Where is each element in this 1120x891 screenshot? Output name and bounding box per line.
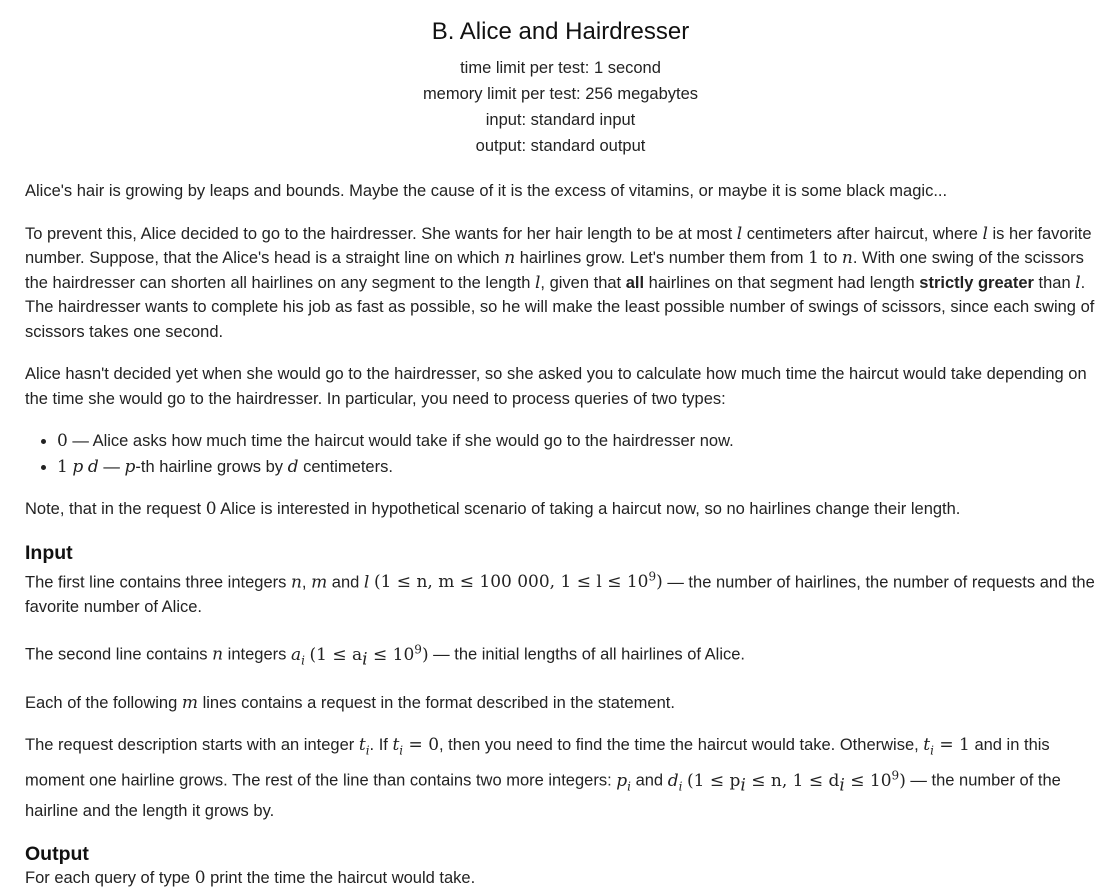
math-p: p	[124, 457, 136, 477]
problem-title: B. Alice and Hairdresser	[431, 18, 690, 45]
math-n: n	[841, 248, 853, 268]
math-m: m	[181, 692, 198, 713]
text: — the number of the hairline and the length it grows by.	[25, 771, 1061, 820]
math-exponent: 9	[648, 569, 657, 584]
math-subscript-i: i	[301, 653, 305, 668]
math-n: n	[290, 572, 302, 593]
math-one: 1	[808, 248, 819, 268]
math-a-i	[290, 644, 305, 668]
text: and	[327, 573, 364, 592]
text: Alice is interested in hypothetical scenario of taking a haircut now, so no hairlines change their length.	[216, 500, 961, 518]
text: . If	[369, 736, 393, 755]
list-item	[57, 454, 1096, 480]
text: and	[631, 771, 668, 790]
query-types-list	[25, 428, 1096, 480]
problem-header	[25, 0, 1096, 159]
math-d: d	[667, 770, 679, 791]
math-zero: 0	[57, 431, 68, 451]
math-n: n	[504, 248, 516, 268]
output-heading: Output	[25, 843, 89, 866]
input-file: input: standard input	[485, 111, 636, 129]
text: —	[98, 458, 125, 476]
math-p: p	[72, 457, 84, 477]
memory-limit: memory limit per test: 256 megabytes	[422, 85, 699, 103]
math-a: a	[290, 644, 302, 665]
input-section	[25, 541, 1096, 824]
input-line-4	[25, 733, 1096, 823]
math-subscript-i: i	[678, 779, 683, 794]
math-bound	[309, 642, 429, 670]
text: — the initial lengths of all hairlines of Alice.	[428, 645, 745, 664]
math-d: d	[287, 457, 299, 477]
math-t-i	[392, 735, 404, 758]
list-item	[57, 428, 1096, 454]
text: — Alice asks how much time the haircut would take if she would go to the hairdresser now.	[67, 432, 734, 450]
math-subscript-i: i	[740, 775, 746, 796]
text: . With one swing of the scissors the hairdresser can shorten all hairlines on any segment to the length	[25, 249, 1084, 292]
math-bound-text: ≤ n, 1 ≤ d	[745, 770, 840, 791]
math-bound-close: )	[899, 770, 906, 791]
input-heading: Input	[25, 541, 73, 564]
math-l: l	[736, 223, 743, 244]
math-one: 1	[57, 457, 68, 477]
problem-limits	[25, 55, 1096, 159]
math-bound-text: ≤ 10	[367, 644, 415, 665]
math-d-i	[667, 770, 683, 794]
input-line-3	[25, 691, 1096, 716]
text: centimeters after haircut, where	[742, 224, 983, 243]
statement-paragraph-1: Alice's hair is growing by leaps and bounds. Maybe the cause of it is the excess of vitamins, or maybe it is some black magic...	[25, 182, 948, 200]
math-subscript-i: i	[627, 779, 631, 794]
text: For each query of type	[25, 869, 195, 888]
input-line-2	[25, 637, 1096, 673]
text: ,	[301, 573, 312, 592]
input-line-1	[25, 565, 1096, 620]
math-bound-text: (1 ≤ p	[687, 770, 741, 791]
math-equals-zero: = 0	[403, 735, 440, 756]
math-d: d	[87, 457, 99, 477]
math-p-i	[616, 770, 631, 794]
math-bound-close: )	[656, 572, 663, 593]
statement-paragraph-2	[25, 222, 1096, 345]
text: The request description starts with an integer	[25, 736, 359, 755]
math-equals-one: = 1	[933, 735, 970, 756]
math-subscript-i: i	[930, 743, 934, 758]
math-l: l	[363, 572, 370, 593]
time-limit: time limit per test: 1 second	[460, 59, 661, 77]
text: . The hairdresser wants to complete his job as fast as possible, so he will make the least possible number of swings of scissors, since each swing of scissors takes one second.	[25, 273, 1095, 341]
math-zero: 0	[205, 499, 217, 519]
math-n: n	[212, 644, 224, 665]
math-l: l	[534, 272, 541, 293]
math-exponent: 9	[414, 642, 422, 657]
math-subscript-i: i	[362, 649, 368, 670]
math-t: t	[358, 735, 366, 756]
math-m: m	[311, 572, 328, 593]
math-bound-close: )	[421, 644, 429, 665]
text: lines contains a request in the format described in the statement.	[197, 693, 675, 712]
text: , then you need to find the time the haircut would take. Otherwise,	[439, 736, 924, 755]
math-t: t	[392, 735, 400, 756]
math-t-i	[923, 735, 934, 758]
math-l: l	[982, 223, 988, 244]
text: , given that	[540, 273, 626, 292]
output-section	[25, 842, 1096, 891]
text: integers	[223, 645, 291, 664]
math-bound	[373, 569, 663, 593]
text: Note, that in the request	[25, 500, 206, 518]
math-t-i	[358, 735, 370, 758]
text: hairlines grow. Let's number them from	[515, 249, 809, 267]
math-bound-text: ≤ 10	[844, 770, 892, 791]
math-bound-text: (1 ≤ n, m ≤ 100 000, 1 ≤ l ≤ 10	[373, 572, 649, 593]
statement-note	[25, 497, 1096, 522]
text: Each of the following	[25, 693, 182, 712]
text: — the number of hairlines, the number of requests and the favorite number of Alice.	[25, 573, 1095, 616]
math-l: l	[1075, 272, 1081, 293]
text: and in this moment one hairline grows. The rest of the line than contains two more integers:	[25, 736, 1050, 790]
text: centimeters.	[298, 458, 393, 476]
text: print the time the haircut would take.	[205, 869, 476, 888]
text: than	[1033, 273, 1076, 292]
text: is her favorite number. Suppose, that the Alice's head is a straight line on which	[25, 224, 1092, 267]
math-subscript-i: i	[365, 743, 370, 758]
text: The second line contains	[25, 645, 213, 664]
math-bound	[687, 768, 906, 796]
math-t: t	[923, 735, 931, 756]
bold-all: all	[625, 273, 645, 292]
math-subscript-i: i	[839, 775, 845, 796]
text: The first line contains three integers	[25, 573, 291, 592]
math-zero: 0	[194, 868, 206, 889]
math-exponent: 9	[891, 768, 900, 783]
output-line	[25, 866, 1096, 891]
math-bound-text: (1 ≤ a	[309, 644, 363, 665]
math-subscript-i: i	[399, 743, 404, 758]
bold-strictly-greater: strictly greater	[919, 273, 1034, 292]
text: To prevent this, Alice decided to go to the hairdresser. She wants for her hair length to be at most	[25, 224, 737, 243]
text: -th hairline grows by	[135, 458, 288, 476]
statement-paragraph-3: Alice hasn't decided yet when she would go to the hairdresser, so she asked you to calculate how much time the haircut would take depending on the time she would go to the hairdresser. In particular, you need to process queries of two types:	[25, 365, 1087, 408]
text: to	[818, 249, 842, 267]
math-p: p	[616, 770, 628, 791]
output-file: output: standard output	[475, 137, 646, 155]
text: hairlines on that segment had length	[644, 273, 920, 292]
